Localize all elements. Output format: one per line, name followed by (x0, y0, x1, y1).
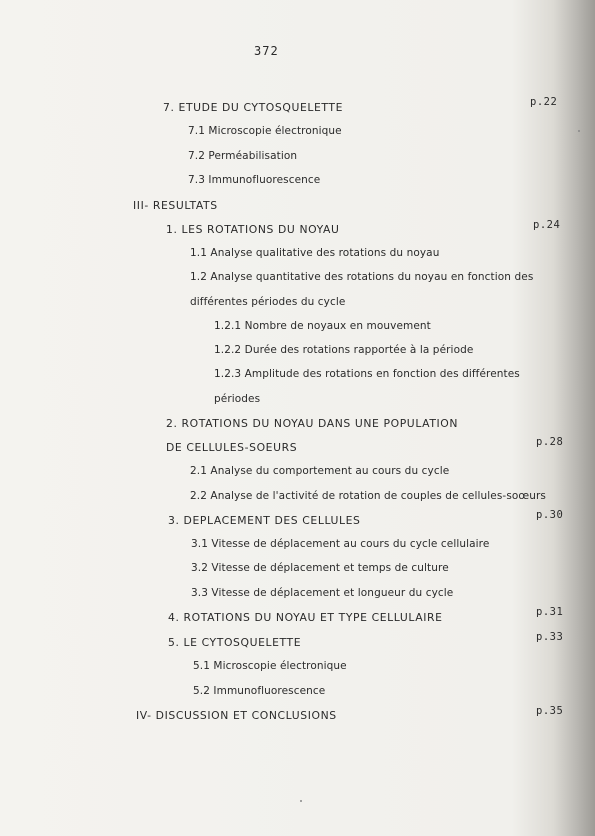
toc-entry-title: 5. LE CYTOSQUELETTE (168, 636, 302, 649)
toc-entry-title: 2.2 Analyse de l'activité de rotation de couples de cellules-soœurs (190, 490, 546, 502)
toc-entry-title: IV- DISCUSSION ET CONCLUSIONS (136, 709, 337, 722)
toc-entry-title: 1.2 Analyse quantitative des rotations du noyau en fonction des (190, 271, 534, 283)
toc-entry-title: 2. ROTATIONS DU NOYAU DANS UNE POPULATION (166, 417, 459, 430)
toc-entry-title: DE CELLULES-SOEURS (166, 441, 298, 454)
toc-entry-title: 7.1 Microscopie électronique (188, 125, 342, 137)
toc-entry-title: 3.3 Vitesse de déplacement et longueur du cycle (191, 587, 454, 599)
toc-entry-title: 3.1 Vitesse de déplacement au cours du cycle cellulaire (191, 538, 490, 550)
toc-entry-title: 1. LES ROTATIONS DU NOYAU (166, 223, 340, 236)
page-number: 372 (254, 44, 279, 58)
toc-entry-title: différentes périodes du cycle (190, 296, 346, 308)
toc-entry-page: p.22 (530, 96, 558, 108)
toc-entry-page: p.35 (536, 705, 564, 717)
scan-speck (578, 130, 580, 132)
toc-entry-title: 2.1 Analyse du comportement au cours du cycle (190, 465, 450, 477)
toc-entry-title: 1.2.1 Nombre de noyaux en mouvement (214, 320, 431, 332)
toc-entry-page: p.30 (536, 509, 564, 521)
toc-entry-page: p.28 (536, 436, 564, 448)
toc-entry-title: 5.2 Immunofluorescence (193, 685, 326, 697)
toc-entry-title: 4. ROTATIONS DU NOYAU ET TYPE CELLULAIRE (168, 611, 443, 624)
toc-entry-page: p.33 (536, 631, 564, 643)
toc-entry-title: 7.3 Immunofluorescence (188, 174, 321, 186)
toc-entry-title: 3.2 Vitesse de déplacement et temps de culture (191, 562, 449, 574)
toc-entry-title: 1.1 Analyse qualitative des rotations du noyau (190, 247, 440, 259)
toc-entry-title: 3. DEPLACEMENT DES CELLULES (168, 514, 361, 527)
toc-entry-title: 7. ETUDE DU CYTOSQUELETTE (163, 101, 344, 114)
toc-entry-title: 1.2.3 Amplitude des rotations en fonction des différentes (214, 368, 520, 380)
scan-speck (300, 800, 302, 802)
toc-entry-title: périodes (214, 393, 261, 405)
toc-entry-title: 7.2 Perméabilisation (188, 150, 298, 162)
toc-entry-title: 5.1 Microscopie électronique (193, 660, 347, 672)
toc-entry-page: p.24 (533, 219, 561, 231)
toc-entry-page: p.31 (536, 606, 564, 618)
toc-entry-title: III- RESULTATS (133, 199, 218, 212)
toc-entry-title: 1.2.2 Durée des rotations rapportée à la période (214, 344, 474, 356)
